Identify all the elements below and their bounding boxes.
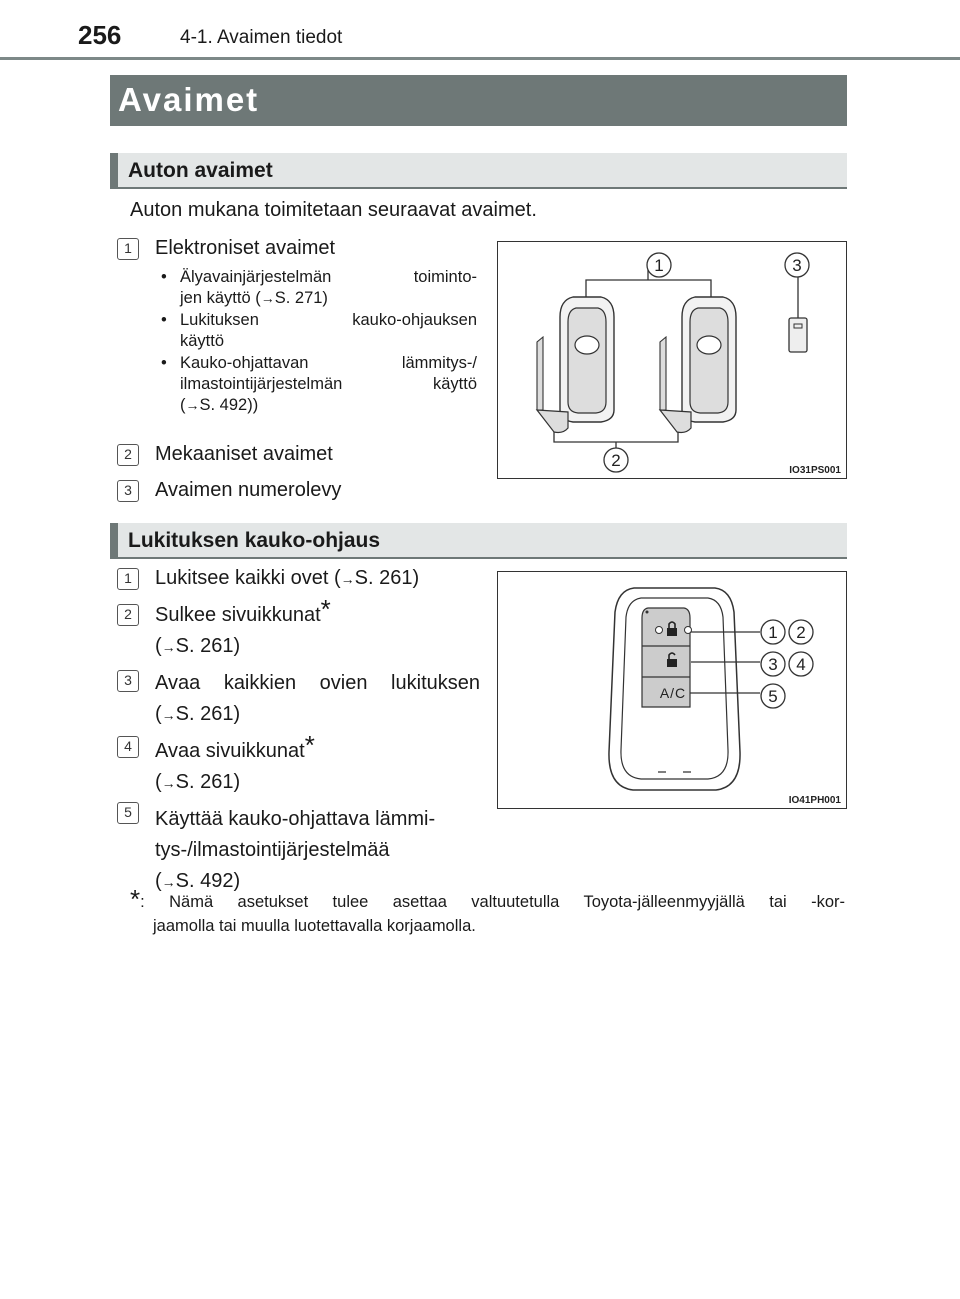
item-label: Mekaaniset avaimet	[155, 443, 333, 465]
arrow-icon: →	[185, 397, 200, 413]
smart-key-right	[660, 297, 736, 433]
bullet-item: • Älyavainjärjestelmän toiminto-	[161, 268, 477, 286]
remote-item-5: Käyttää kauko-ohjattava lämmi-	[155, 808, 436, 830]
arrow-icon: →	[161, 874, 176, 890]
remote-item-2: Sulkee sivuikkunat*	[155, 594, 331, 626]
footnote-line: : Nämä asetukset tulee asettaa valtuutetulla Toyota-jälleenmyyjällä tai -kor-	[140, 893, 845, 911]
intro-text: Auton mukana toimitetaan seuraavat avaimet.	[130, 199, 537, 221]
item-number-badge: 1	[117, 238, 139, 260]
header-rule	[0, 57, 960, 60]
bullet-list	[155, 267, 477, 416]
section-heading-auton-avaimet	[110, 153, 847, 189]
bullet-item-continued: jen käyttö (→S. 271)	[180, 289, 328, 307]
item-number-badge: 3	[117, 670, 139, 692]
item-number-badge: 4	[117, 736, 139, 758]
item-number-badge: 1	[117, 568, 139, 590]
bullet-item: • Lukituksen kauko-ohjauksen	[161, 311, 477, 329]
item-number-badge: 3	[117, 480, 139, 502]
section-heading-lukituksen-kauko-ohjaus	[110, 523, 847, 559]
bullet-item-continued: ilmastointijärjestelmän käyttö	[180, 375, 477, 393]
remote-item-1: Lukitsee kaikki ovet (→S. 261)	[155, 567, 420, 589]
figure-keys	[497, 241, 847, 479]
callout-2: 2	[796, 623, 806, 642]
callout-5: 5	[768, 687, 778, 706]
arrow-icon: →	[340, 571, 355, 587]
asterisk: *	[130, 884, 141, 914]
bullet-item: • Kauko-ohjattavan lämmitys-/	[161, 354, 477, 372]
ac-button-label: A/C	[659, 685, 687, 701]
figure-code: IO31PS001	[789, 465, 841, 476]
page-number: 256	[78, 20, 122, 50]
page-title-bar	[110, 75, 847, 126]
asterisk: *	[304, 730, 315, 760]
keys-illustration	[498, 242, 845, 477]
arrow-icon: →	[161, 707, 176, 723]
arrow-icon: →	[260, 290, 275, 306]
section-heading-text: Auton avaimet	[128, 159, 273, 182]
header-section-title: 4-1. Avaimen tiedot	[180, 27, 343, 48]
page-title: Avaimet	[118, 81, 260, 118]
smart-key-left	[537, 297, 614, 433]
callout-3: 3	[768, 655, 778, 674]
bullet-item-continued: (→S. 492))	[180, 396, 259, 414]
item-number-badge: 5	[117, 802, 139, 824]
remote-item-3: Avaa kaikkien ovien lukituksen	[155, 672, 480, 694]
remote-item-4: Avaa sivuikkunat*	[155, 730, 315, 762]
section-heading-text: Lukituksen kauko-ohjaus	[128, 529, 381, 552]
arrow-icon: →	[161, 639, 176, 655]
figure-remote	[497, 571, 847, 809]
item-label: Avaimen numerolevy	[155, 479, 342, 501]
figure-code: IO41PH001	[788, 795, 841, 806]
arrow-icon: →	[161, 775, 176, 791]
key-number-plate	[789, 318, 807, 352]
remote-item-list: Lukitsee kaikki ovet (→S. 261) Sulkee sivuikkunat* (→S. 261) Avaa kaikkien ovien lukituksen (→S. 261) Avaa sivuikkunat* (→S. 261) Käyttää kauko-ohjattava lämmi- tys-/ilmastointijärjestelmää (→S. 492)	[155, 563, 480, 898]
footnote-line: jaamolla tai muulla luotettavalla korjaamolla.	[153, 917, 476, 935]
callout-4: 4	[796, 655, 806, 674]
item-label: Elektroniset avaimet	[155, 237, 336, 259]
asterisk: *	[320, 594, 331, 624]
callout-2: 2	[611, 451, 621, 470]
remote-illustration	[498, 572, 845, 807]
callout-1: 1	[768, 623, 778, 642]
callout-1: 1	[654, 256, 664, 275]
item-number-badge: 2	[117, 444, 139, 466]
item-number-badge: 2	[117, 604, 139, 626]
callout-3: 3	[792, 256, 802, 275]
bullet-item-continued: käyttö	[180, 332, 225, 350]
footnote	[130, 884, 845, 938]
